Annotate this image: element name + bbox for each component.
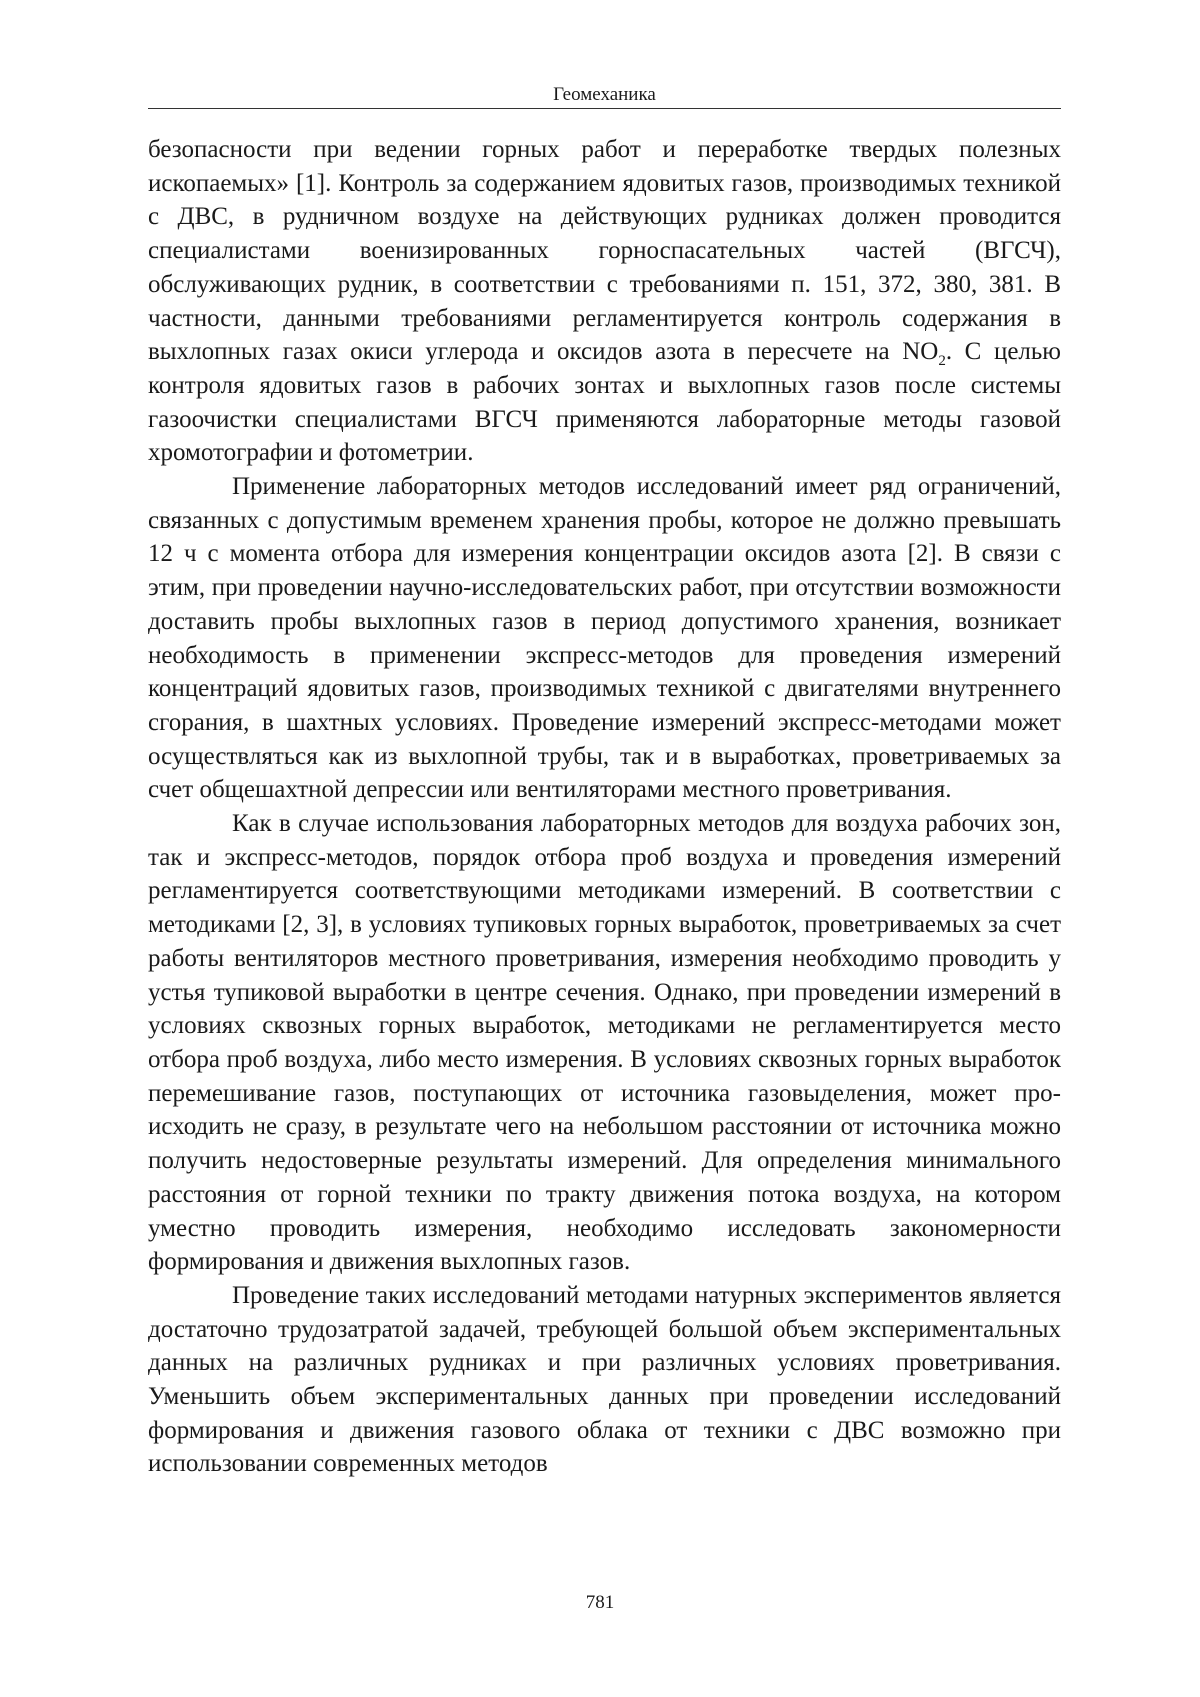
paragraph-1 (148, 133, 1061, 470)
page-number: 781 (585, 1592, 615, 1613)
paragraph-1-part-2: . С целью контроля ядовитых газов в рабочих зонтах и выхлопных газов после системы газоочистки специалистами ВГСЧ применяются лабораторные методы газовой хромотографии и фотометрии. (148, 338, 1061, 467)
page (148, 84, 1061, 1481)
paragraph-1-part-1: безопасности при ведении горных работ и переработке твердых полезных ископаемых» [1]. Контроль за содержанием ядовитых газов, производимых техникой с ДВС, в рудничном воздухе на действующих рудниках должен проводится специалистами военизированных горноспасательных частей (ВГСЧ), обслуживающих рудник, в соответствии с требованиями п. 151, 372, 380, 381. В частности, данными требованиями регламентируется контроль содержания в выхлопных газах окиси углерода и оксидов азота в пересчете на NO (148, 136, 1061, 366)
running-head: Геомеханика (148, 84, 1061, 109)
paragraph-4: Проведение таких исследований методами натурных экспериментов является достаточно трудозатратой задачей, требующей большой объем экспериментальных данных на различных рудниках и при различных условиях проветривания. Уменьшить объем экспериментальных данных при проведении исследований формирования и движения газового облака от техники с ДВС возможно при использовании современных методов (148, 1281, 1061, 1478)
subscript-2: 2 (938, 353, 946, 370)
paragraph-2: Применение лабораторных методов исследований имеет ряд ограничений, связанных с допустимым временем хранения пробы, которое не должно превышать 12 ч с момента отбора для измерения концентрации оксидов азота [2]. В связи с этим, при проведении научно-исследовательских работ, при отсутствии возможности доставить пробы выхлопных газов в период допустимого хранения, возникает необходимость в применении экспресс-методов для проведения измерений концентраций ядовитых газов, производимых техникой с двигателями внутреннего сгорания, в шахтных условиях. Проведение измерений экспресс-методами может осуществляться как из выхлопной трубы, так и в выработках, проветриваемых за счет общешахтной депрессии или вентиляторами местного проветривания. (148, 473, 1061, 804)
paragraph-3: Как в случае использования лабораторных методов для воздуха рабочих зон, так и экспресс-методов, порядок отбора проб воздуха и проведения измерений регламентируется соответствующими методиками измерений. В соответствии с методиками [2, 3], в условиях тупиковых горных выработок, проветриваемых за счет работы вентиляторов местного проветривания, измерения необходимо проводить у устья тупиковой выработки в центре сечения. Однако, при проведении измерений в условиях сквозных горных выработок, методиками не регламентируется место отбора проб воздуха, либо место измерения. В условиях сквозных горных выработок перемешивание газов, поступающих от источника газовыделения, может происходить не сразу, в результате чего на небольшом расстоянии от источника можно получить недостоверные результаты измерений. Для определения минимального расстояния от горной техники по тракту движения потока воздуха, на котором уместно проводить измерения, необходимо исследовать закономерности формирования и движения выхлопных газов. (148, 810, 1061, 1276)
body-text (148, 133, 1061, 1481)
